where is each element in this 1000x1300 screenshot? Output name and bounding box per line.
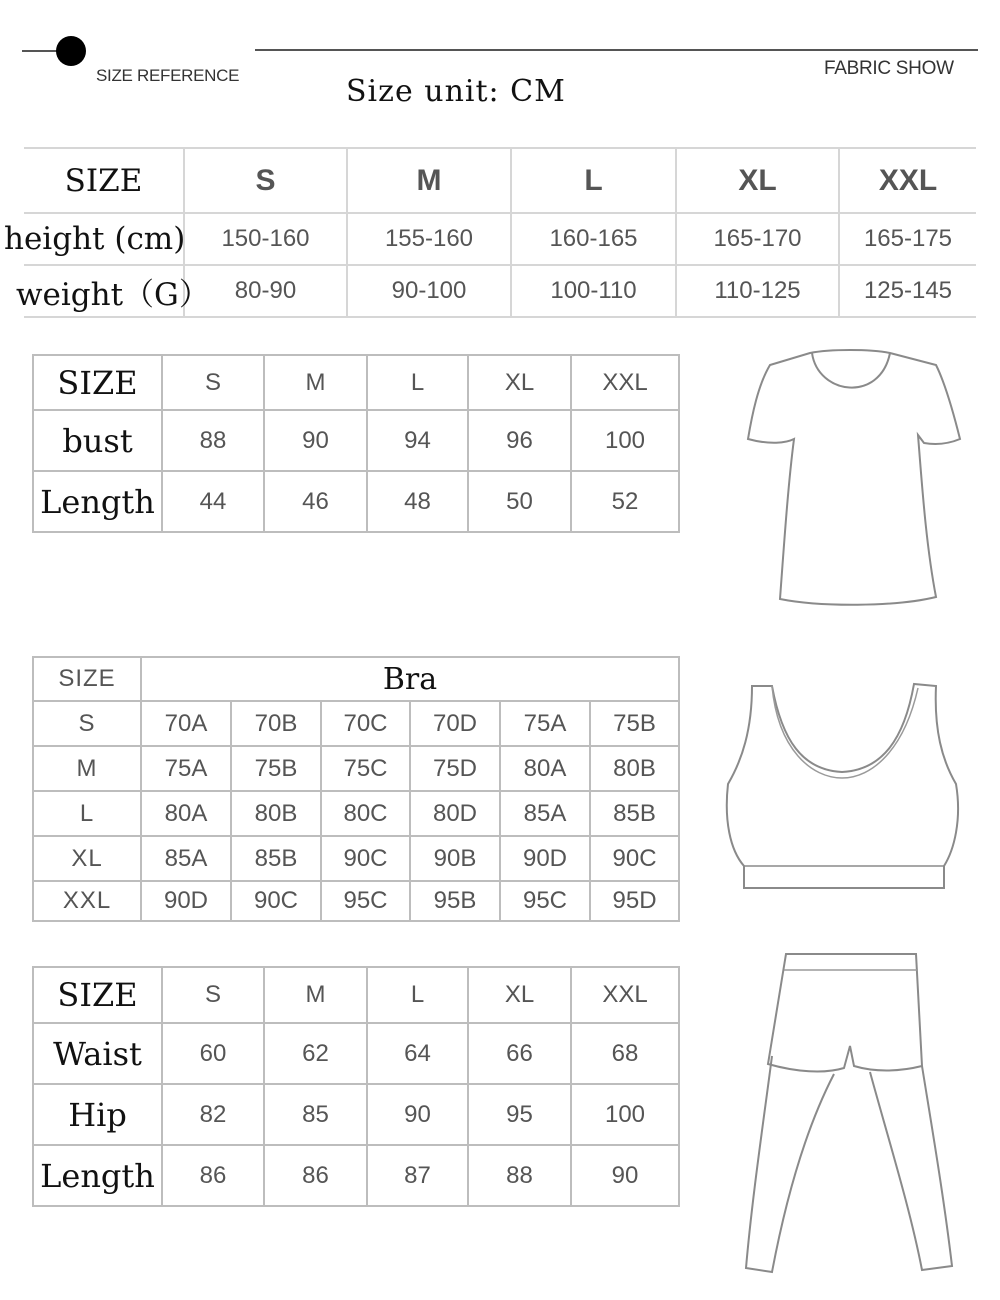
header-dot-icon [56,36,86,66]
shorts-leggings-icon [738,948,968,1278]
table-cell: 70C [321,701,410,746]
table-row [33,746,679,791]
table-cell: 150-160 [184,213,347,265]
bra-row-label: M [33,746,141,791]
table-cell: 86 [162,1145,264,1206]
bra-size-table [32,656,680,922]
top-size-col: XL [468,355,571,410]
table-cell: 75C [321,746,410,791]
table-cell: 62 [264,1023,367,1084]
table-row [33,410,679,471]
table-cell: 80-90 [184,265,347,317]
pants-length-row-label: Length [33,1145,162,1206]
header-left-rule [22,50,60,52]
table-cell: 90D [500,836,590,881]
table-cell: 90-100 [347,265,511,317]
table-cell: 50 [468,471,571,532]
table-cell: 87 [367,1145,468,1206]
pants-size-col: M [264,967,367,1023]
table-row [33,1145,679,1206]
table-cell: 165-170 [676,213,839,265]
t-shirt-icon [740,345,970,610]
pants-size-table [32,966,680,1207]
table-row [24,265,976,317]
table-cell: 46 [264,471,367,532]
table-cell: 90C [321,836,410,881]
table-cell: 80A [141,791,231,836]
table-cell: 96 [468,410,571,471]
hip-row-label: Hip [33,1084,162,1145]
table-cell: 90B [410,836,500,881]
table-cell: 90C [590,836,679,881]
table-cell: 95B [410,881,500,921]
header-right-rule [255,49,978,51]
table-cell: 80A [500,746,590,791]
table-cell: 75B [231,746,321,791]
table-cell: 90 [264,410,367,471]
bust-row-label: bust [33,410,162,471]
top-size-col: L [367,355,468,410]
table-row [24,213,976,265]
size-col-xxl: XXL [839,148,976,213]
sports-bra-icon [722,680,962,900]
table-cell: 44 [162,471,264,532]
bra-row-label: L [33,791,141,836]
table-cell: 90 [367,1084,468,1145]
table-cell: 82 [162,1084,264,1145]
table-cell: 95D [590,881,679,921]
table-cell: 80B [231,791,321,836]
table-cell: 70B [231,701,321,746]
top-size-table [32,354,680,533]
height-row-label: height (cm) [24,213,184,265]
table-cell: 160-165 [511,213,676,265]
bra-size-header-label: SIZE [33,657,141,701]
length-row-label: Length [33,471,162,532]
waist-row-label: Waist [33,1023,162,1084]
bra-title: Bra [141,657,679,701]
size-header-label: SIZE [24,148,184,213]
table-cell: 95 [468,1084,571,1145]
table-cell: 80C [321,791,410,836]
pants-size-col: XXL [571,967,679,1023]
table-cell: 90 [571,1145,679,1206]
size-col-m: M [347,148,511,213]
table-row [33,836,679,881]
table-cell: 75B [590,701,679,746]
pants-size-col: S [162,967,264,1023]
table-cell: 95C [321,881,410,921]
table-cell: 75A [500,701,590,746]
table-cell: 68 [571,1023,679,1084]
size-col-l: L [511,148,676,213]
top-size-col: M [264,355,367,410]
fabric-show-label: FABRIC SHOW [824,58,954,79]
table-cell: 90D [141,881,231,921]
table-cell: 100-110 [511,265,676,317]
weight-row-label: weight（G） [24,265,184,317]
table-cell: 64 [367,1023,468,1084]
table-row [33,881,679,921]
table-cell: 88 [468,1145,571,1206]
table-cell: 110-125 [676,265,839,317]
table-row [33,791,679,836]
table-cell: 85A [500,791,590,836]
table-cell: 80D [410,791,500,836]
size-reference-label: SIZE REFERENCE [96,66,240,85]
table-cell: 95C [500,881,590,921]
table-cell: 60 [162,1023,264,1084]
table-row [33,1023,679,1084]
general-size-table [4,147,976,318]
pants-size-header-label: SIZE [33,967,162,1023]
table-cell: 75A [141,746,231,791]
size-col-xl: XL [676,148,839,213]
table-cell: 155-160 [347,213,511,265]
bra-row-label: XXL [33,881,141,921]
pants-size-col: XL [468,967,571,1023]
table-cell: 100 [571,1084,679,1145]
table-cell: 80B [590,746,679,791]
table-cell: 85B [231,836,321,881]
top-size-col: XXL [571,355,679,410]
table-cell: 85A [141,836,231,881]
table-cell: 165-175 [839,213,976,265]
table-cell: 88 [162,410,264,471]
table-cell: 94 [367,410,468,471]
table-cell: 70D [410,701,500,746]
size-col-s: S [184,148,347,213]
table-row [33,1084,679,1145]
pants-size-col: L [367,967,468,1023]
table-cell: 100 [571,410,679,471]
table-cell: 66 [468,1023,571,1084]
size-unit-text: Size unit: CM [346,74,566,109]
table-cell: 90C [231,881,321,921]
table-cell: 85B [590,791,679,836]
table-row [33,701,679,746]
table-cell: 48 [367,471,468,532]
top-size-col: S [162,355,264,410]
bra-row-label: S [33,701,141,746]
table-cell: 125-145 [839,265,976,317]
table-row [33,471,679,532]
table-cell: 75D [410,746,500,791]
table-cell: 70A [141,701,231,746]
table-cell: 86 [264,1145,367,1206]
bra-row-label: XL [33,836,141,881]
top-size-header-label: SIZE [33,355,162,410]
table-cell: 85 [264,1084,367,1145]
table-cell: 52 [571,471,679,532]
